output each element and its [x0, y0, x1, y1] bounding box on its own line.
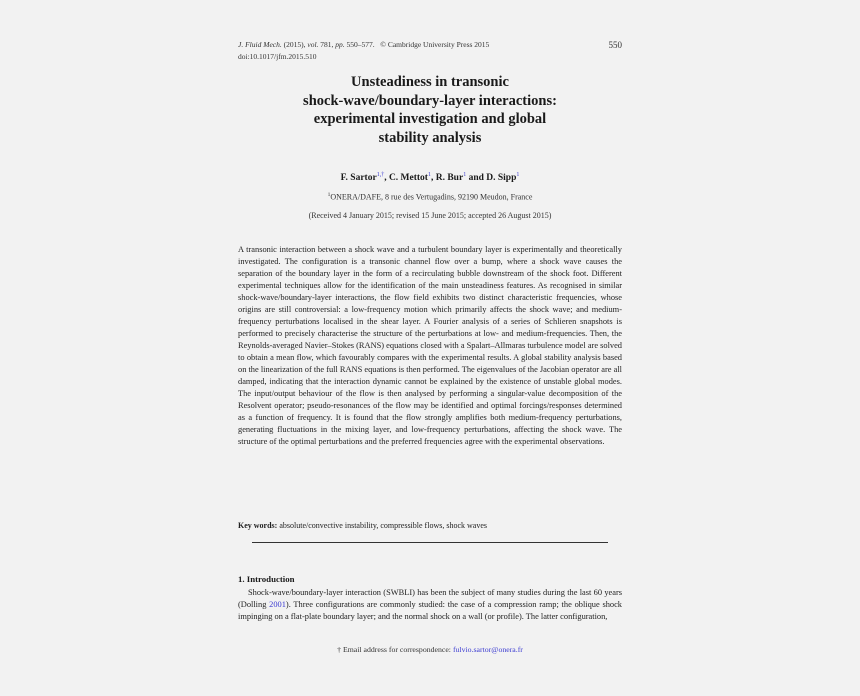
volume-label: vol. [307, 40, 319, 49]
journal-name: J. Fluid Mech. [238, 40, 282, 49]
citation-link[interactable]: 2001 [269, 600, 286, 609]
author-name: R. Bur [435, 173, 464, 184]
keywords-label: Key words: [238, 521, 278, 530]
introduction-paragraph [238, 587, 622, 623]
citation-line [238, 40, 489, 50]
journal-year: (2015), [283, 40, 306, 49]
author-affiliation-mark[interactable]: 1 [427, 172, 431, 178]
author-affiliation-mark[interactable]: 1 [463, 172, 467, 178]
intro-text: Shock-wave/boundary-layer interaction (SWBLI) has been the subject of many studies during the last 60 years (Dolling [238, 588, 622, 609]
section-divider [252, 542, 608, 543]
affiliation-mark: 1 [327, 192, 331, 198]
intro-text-continued: ). Three configurations are commonly studied: the case of a compression ramp; the oblique shock impinging on a flat-plate boundary layer; and the normal shock on a wall (or profile). The latter configuration, [238, 600, 622, 621]
author-name: C. Mettot [388, 173, 428, 184]
author-separator: , [430, 173, 434, 184]
author-affiliation-mark[interactable]: 1 [516, 172, 520, 178]
author-separator: , [384, 173, 387, 184]
author-separator: and [468, 173, 484, 184]
author-name: D. Sipp [486, 173, 517, 184]
keywords-text: absolute/convective instability, compressible flows, shock waves [279, 521, 487, 530]
keywords [238, 521, 622, 530]
affiliation [230, 192, 630, 202]
title-line-1: Unsteadiness in transonic [351, 74, 509, 90]
copyright-notice: © Cambridge University Press 2015 [380, 40, 490, 49]
footnote-label: † Email address for correspondence: [337, 645, 451, 654]
author-affiliation-mark[interactable]: 1,† [376, 172, 385, 178]
page-number: 550 [608, 40, 622, 50]
volume-number: 781, [320, 40, 334, 49]
paper-page [230, 30, 630, 670]
affiliation-text: ONERA/DAFE, 8 rue des Vertugadins, 92190 Meudon, France [330, 192, 533, 202]
author-list [230, 172, 630, 183]
title-line-3: experimental investigation and global [313, 111, 547, 127]
pages-label: pp. [335, 40, 345, 49]
paper-title [230, 73, 630, 147]
received-dates: (Received 4 January 2015; revised 15 June 2015; accepted 26 August 2015) [308, 211, 552, 220]
title-line-2: shock-wave/boundary-layer interactions: [303, 92, 557, 109]
email-link[interactable]: fulvio.sartor@onera.fr [452, 645, 523, 654]
footnote [230, 645, 630, 654]
page-range: 550–577. [346, 40, 375, 49]
section-heading-introduction: 1. Introduction [238, 574, 295, 584]
author-name: F. Sartor [340, 173, 377, 184]
title-line-4: stability analysis [378, 129, 482, 146]
abstract: A transonic interaction between a shock wave and a turbulent boundary layer is experimentally and theoretically investigated. The configuration is a transonic channel flow over a bump, where a shock wave causes the separation of the boundary layer in the form of a recirculating bubble downstream of the shock foot. Different experimental techniques allow for the identification of the main unsteadiness features. As recognised in similar shock-wave/boundary-layer interactions, the flow field exhibits two distinct characteristic frequencies, whose origins are still controversial: a low-frequency motion which primarily affects the shock wave; and medium-frequency perturbations localised in the shear layer. A Fourier analysis of a series of Schlieren snapshots is performed to precisely characterise the structure of the perturbations at low- and medium-frequencies. Then, the Reynolds-averaged Navier–Stokes (RANS) equations closed with a Spalart–Allmaras turbulence model are solved to obtain a mean flow, which favourably compares with the experimental results. A global stability analysis based on the linearization of the full RANS equations is then performed. The eigenvalues of the Jacobian operator are all damped, indicating that the interaction dynamic cannot be explained by the existence of unstable global modes. The input/output behaviour of the flow is then analysed by performing a singular-value decomposition of the Resolvent operator; pseudo-resonances of the flow may be identified and optimal forcings/responses determined as a function of frequency. It is found that the flow strongly amplifies both medium-frequency perturbations, generating fluctuations in the mixing layer, and low-frequency perturbations, affecting the shock wave. The structure of the optimal perturbations and the preferred frequencies agree with the experimental observations. [238, 245, 622, 446]
doi-line: doi:10.1017/jfm.2015.510 [238, 52, 317, 61]
